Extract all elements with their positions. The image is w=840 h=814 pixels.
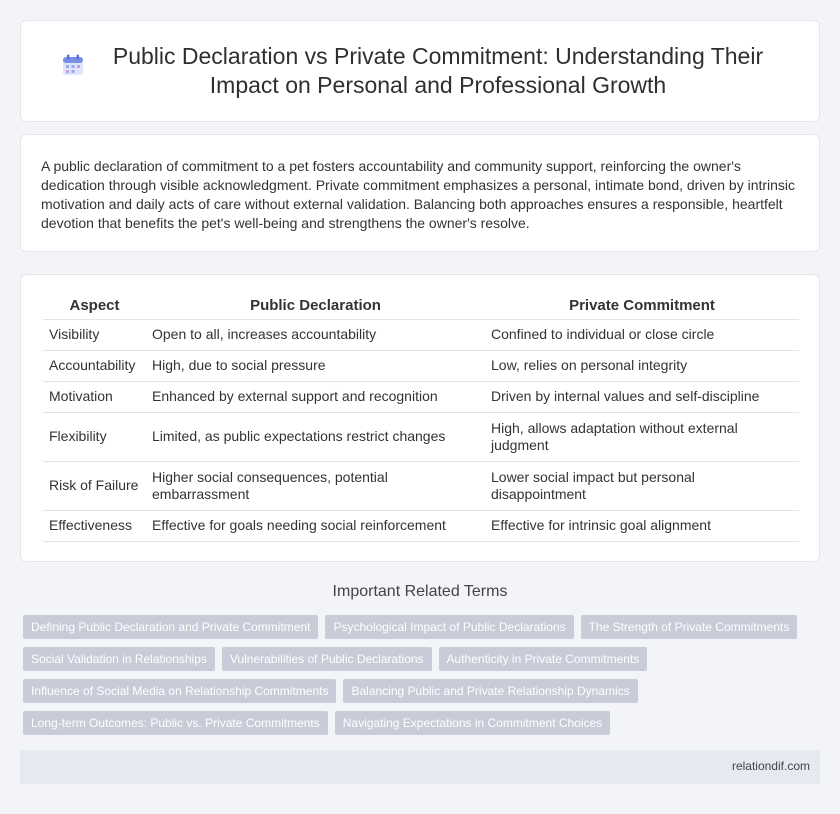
cell-aspect: Flexibility bbox=[43, 412, 146, 461]
cell-public: Enhanced by external support and recognition bbox=[146, 381, 485, 412]
comparison-card bbox=[20, 274, 820, 562]
related-terms-heading: Important Related Terms bbox=[332, 583, 508, 600]
cell-private: Confined to individual or close circle bbox=[485, 319, 799, 350]
intro-card bbox=[20, 134, 820, 252]
related-term-tag[interactable]: Influence of Social Media on Relationship Commitments bbox=[23, 679, 336, 703]
table-row bbox=[43, 412, 799, 461]
related-term-tag[interactable]: Psychological Impact of Public Declarations bbox=[325, 615, 573, 639]
cell-private: Low, relies on personal integrity bbox=[485, 350, 799, 381]
header-public: Public Declaration bbox=[146, 297, 485, 319]
intro-text: A public declaration of commitment to a pet fosters accountability and community support, reinforcing the owner's dedication through visible acknowledgment. Private commitment emphasizes a personal, intimate bond, driven by intrinsic motivation and daily acts of care without external validation. Balancing both approaches ensures a responsible, heartfelt devotion that benefits the pet's well-being and strengthens the owner's resolve. bbox=[41, 158, 796, 231]
cell-private: High, allows adaptation without external judgment bbox=[485, 412, 799, 461]
related-term-tag[interactable]: Navigating Expectations in Commitment Choices bbox=[335, 711, 610, 735]
table-row bbox=[43, 510, 799, 541]
table-row bbox=[43, 381, 799, 412]
page-title: Public Declaration vs Private Commitment: Understanding Their Impact on Personal and Professional Growth bbox=[112, 43, 764, 98]
cell-aspect: Effectiveness bbox=[43, 510, 146, 541]
cell-public: Higher social consequences, potential embarrassment bbox=[146, 461, 485, 510]
table-header-row bbox=[43, 297, 799, 319]
header-aspect: Aspect bbox=[43, 297, 146, 319]
cell-aspect: Risk of Failure bbox=[43, 461, 146, 510]
calendar-icon bbox=[62, 54, 84, 76]
cell-public: Open to all, increases accountability bbox=[146, 319, 485, 350]
table-row bbox=[43, 461, 799, 510]
related-term-tag[interactable]: Authenticity in Private Commitments bbox=[439, 647, 648, 671]
related-term-tag[interactable]: Balancing Public and Private Relationship Dynamics bbox=[343, 679, 637, 703]
cell-aspect: Accountability bbox=[43, 350, 146, 381]
cell-private: Effective for intrinsic goal alignment bbox=[485, 510, 799, 541]
related-term-tag[interactable]: Social Validation in Relationships bbox=[23, 647, 215, 671]
comparison-table bbox=[43, 297, 799, 542]
cell-private: Lower social impact but personal disappointment bbox=[485, 461, 799, 510]
site-link[interactable]: relationdif.com bbox=[731, 759, 810, 773]
related-term-tag[interactable]: The Strength of Private Commitments bbox=[581, 615, 798, 639]
related-term-tag[interactable]: Vulnerabilities of Public Declarations bbox=[222, 647, 432, 671]
related-term-tag[interactable]: Long-term Outcomes: Public vs. Private Commitments bbox=[23, 711, 328, 735]
cell-aspect: Motivation bbox=[43, 381, 146, 412]
footer bbox=[20, 750, 820, 784]
table-row bbox=[43, 350, 799, 381]
cell-public: High, due to social pressure bbox=[146, 350, 485, 381]
related-term-tag[interactable]: Defining Public Declaration and Private Commitment bbox=[23, 615, 318, 639]
cell-public: Limited, as public expectations restrict changes bbox=[146, 412, 485, 461]
title-card bbox=[20, 20, 820, 122]
table-row bbox=[43, 319, 799, 350]
related-terms-list bbox=[23, 615, 817, 735]
header-private: Private Commitment bbox=[485, 297, 799, 319]
cell-aspect: Visibility bbox=[43, 319, 146, 350]
cell-public: Effective for goals needing social reinforcement bbox=[146, 510, 485, 541]
cell-private: Driven by internal values and self-discipline bbox=[485, 381, 799, 412]
